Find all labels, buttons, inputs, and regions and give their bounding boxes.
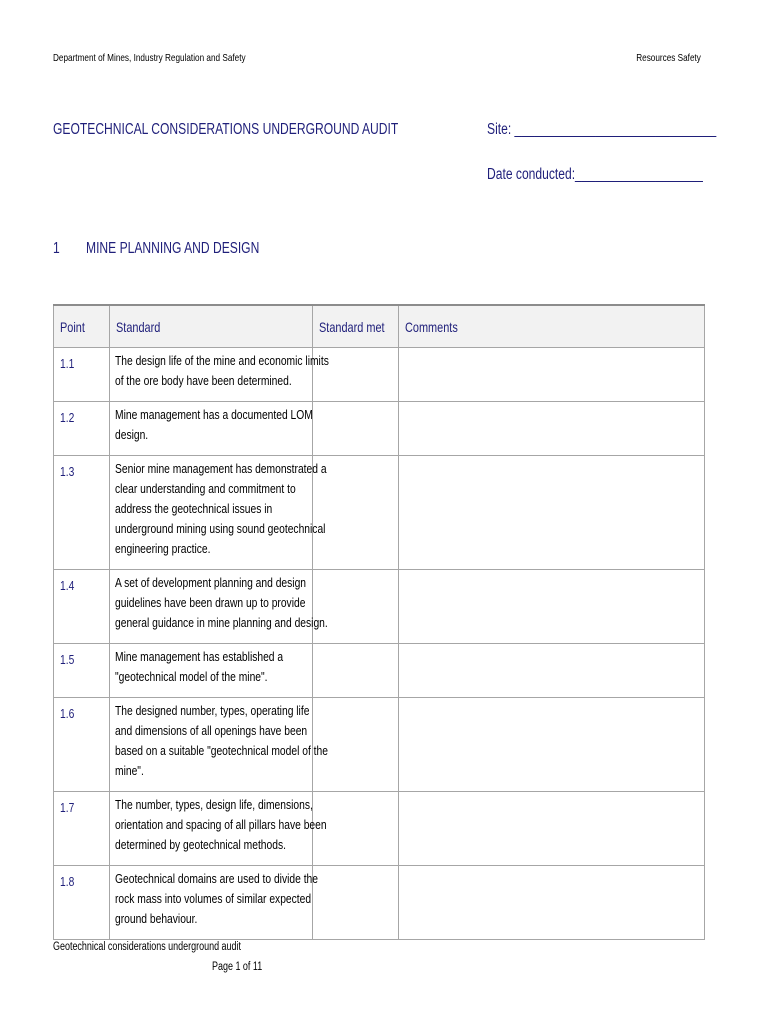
standard-met-cell[interactable] <box>313 866 399 940</box>
table-header-row <box>54 305 705 348</box>
standard-text-line: and dimensions of all openings have been <box>115 723 308 738</box>
section-title: MINE PLANNING AND DESIGN <box>86 240 260 257</box>
standard-text-line: based on a suitable "geotechnical model of the <box>115 743 328 758</box>
point-cell: 1.8 <box>54 866 110 940</box>
standard-text-line: design. <box>115 427 149 442</box>
column-header-comments: Comments <box>399 305 705 348</box>
comments-cell[interactable] <box>399 402 705 456</box>
comments-cell[interactable] <box>399 866 705 940</box>
standard-text-line: Geotechnical domains are used to divide the <box>115 871 318 886</box>
standard-met-cell[interactable] <box>313 402 399 456</box>
standard-cell <box>110 348 329 402</box>
section-number: 1 <box>53 240 60 257</box>
point-cell: 1.4 <box>54 570 110 644</box>
comments-cell[interactable] <box>399 348 705 402</box>
standard-text-line: The design life of the mine and economic limits <box>115 353 329 368</box>
comments-cell[interactable] <box>399 792 705 866</box>
standard-text-line: clear understanding and commitment to <box>115 481 296 496</box>
table-row <box>54 698 705 792</box>
column-header-point: Point <box>54 305 110 348</box>
standard-text-line: The designed number, types, operating life <box>115 703 310 718</box>
header-division: Resources Safety <box>636 52 701 64</box>
standard-cell <box>110 866 318 940</box>
table-row <box>54 792 705 866</box>
audit-table <box>53 304 705 940</box>
date-conducted-field: Date conducted:___________________ <box>487 166 703 183</box>
table-row <box>54 570 705 644</box>
table-row <box>54 402 705 456</box>
standard-text-line: A set of development planning and design <box>115 575 307 590</box>
standard-cell <box>110 698 328 792</box>
standard-cell <box>110 644 313 698</box>
standard-text-line: determined by geotechnical methods. <box>115 837 286 852</box>
comments-cell[interactable] <box>399 644 705 698</box>
header-department: Department of Mines, Industry Regulation and Safety <box>53 52 246 64</box>
standard-text-line: Mine management has a documented LOM <box>115 407 313 422</box>
standard-text-line: address the geotechnical issues in <box>115 501 273 516</box>
standard-text-line: Mine management has established a <box>115 649 284 664</box>
column-header-standard-met: Standard met <box>313 305 399 348</box>
table-row <box>54 456 705 570</box>
standard-text-line: underground mining using sound geotechnical <box>115 521 326 536</box>
point-cell: 1.3 <box>54 456 110 570</box>
standard-text-line: general guidance in mine planning and design. <box>115 615 328 630</box>
standard-text-line: Senior mine management has demonstrated a <box>115 461 327 476</box>
point-cell: 1.7 <box>54 792 110 866</box>
standard-text-line: The number, types, design life, dimensions, <box>115 797 313 812</box>
footer-page-number: Page 1 of 11 <box>212 961 263 973</box>
comments-cell[interactable] <box>399 698 705 792</box>
table-row <box>54 644 705 698</box>
standard-text-line: guidelines have been drawn up to provide <box>115 595 306 610</box>
document-title: GEOTECHNICAL CONSIDERATIONS UNDERGROUND AUDIT <box>53 121 399 138</box>
point-cell: 1.6 <box>54 698 110 792</box>
column-header-standard: Standard <box>110 305 313 348</box>
standard-text-line: ground behaviour. <box>115 911 198 926</box>
comments-cell[interactable] <box>399 456 705 570</box>
standard-cell <box>110 570 328 644</box>
standard-text-line: of the ore body have been determined. <box>115 373 292 388</box>
standard-text-line: engineering practice. <box>115 541 211 556</box>
standard-text-line: mine". <box>115 763 144 778</box>
audit-table-body <box>54 348 705 940</box>
standard-met-cell[interactable] <box>313 644 399 698</box>
footer-document-name: Geotechnical considerations underground audit <box>53 941 242 953</box>
standard-text-line: rock mass into volumes of similar expected <box>115 891 312 906</box>
site-field: Site: ______________________________ <box>487 121 717 138</box>
point-cell: 1.2 <box>54 402 110 456</box>
point-cell: 1.1 <box>54 348 110 402</box>
standard-text-line: "geotechnical model of the mine". <box>115 669 268 684</box>
comments-cell[interactable] <box>399 570 705 644</box>
table-row <box>54 348 705 402</box>
standard-cell <box>110 792 327 866</box>
standard-cell <box>110 402 313 456</box>
standard-cell <box>110 456 327 570</box>
point-cell: 1.5 <box>54 644 110 698</box>
standard-text-line: orientation and spacing of all pillars have been <box>115 817 327 832</box>
table-row <box>54 866 705 940</box>
